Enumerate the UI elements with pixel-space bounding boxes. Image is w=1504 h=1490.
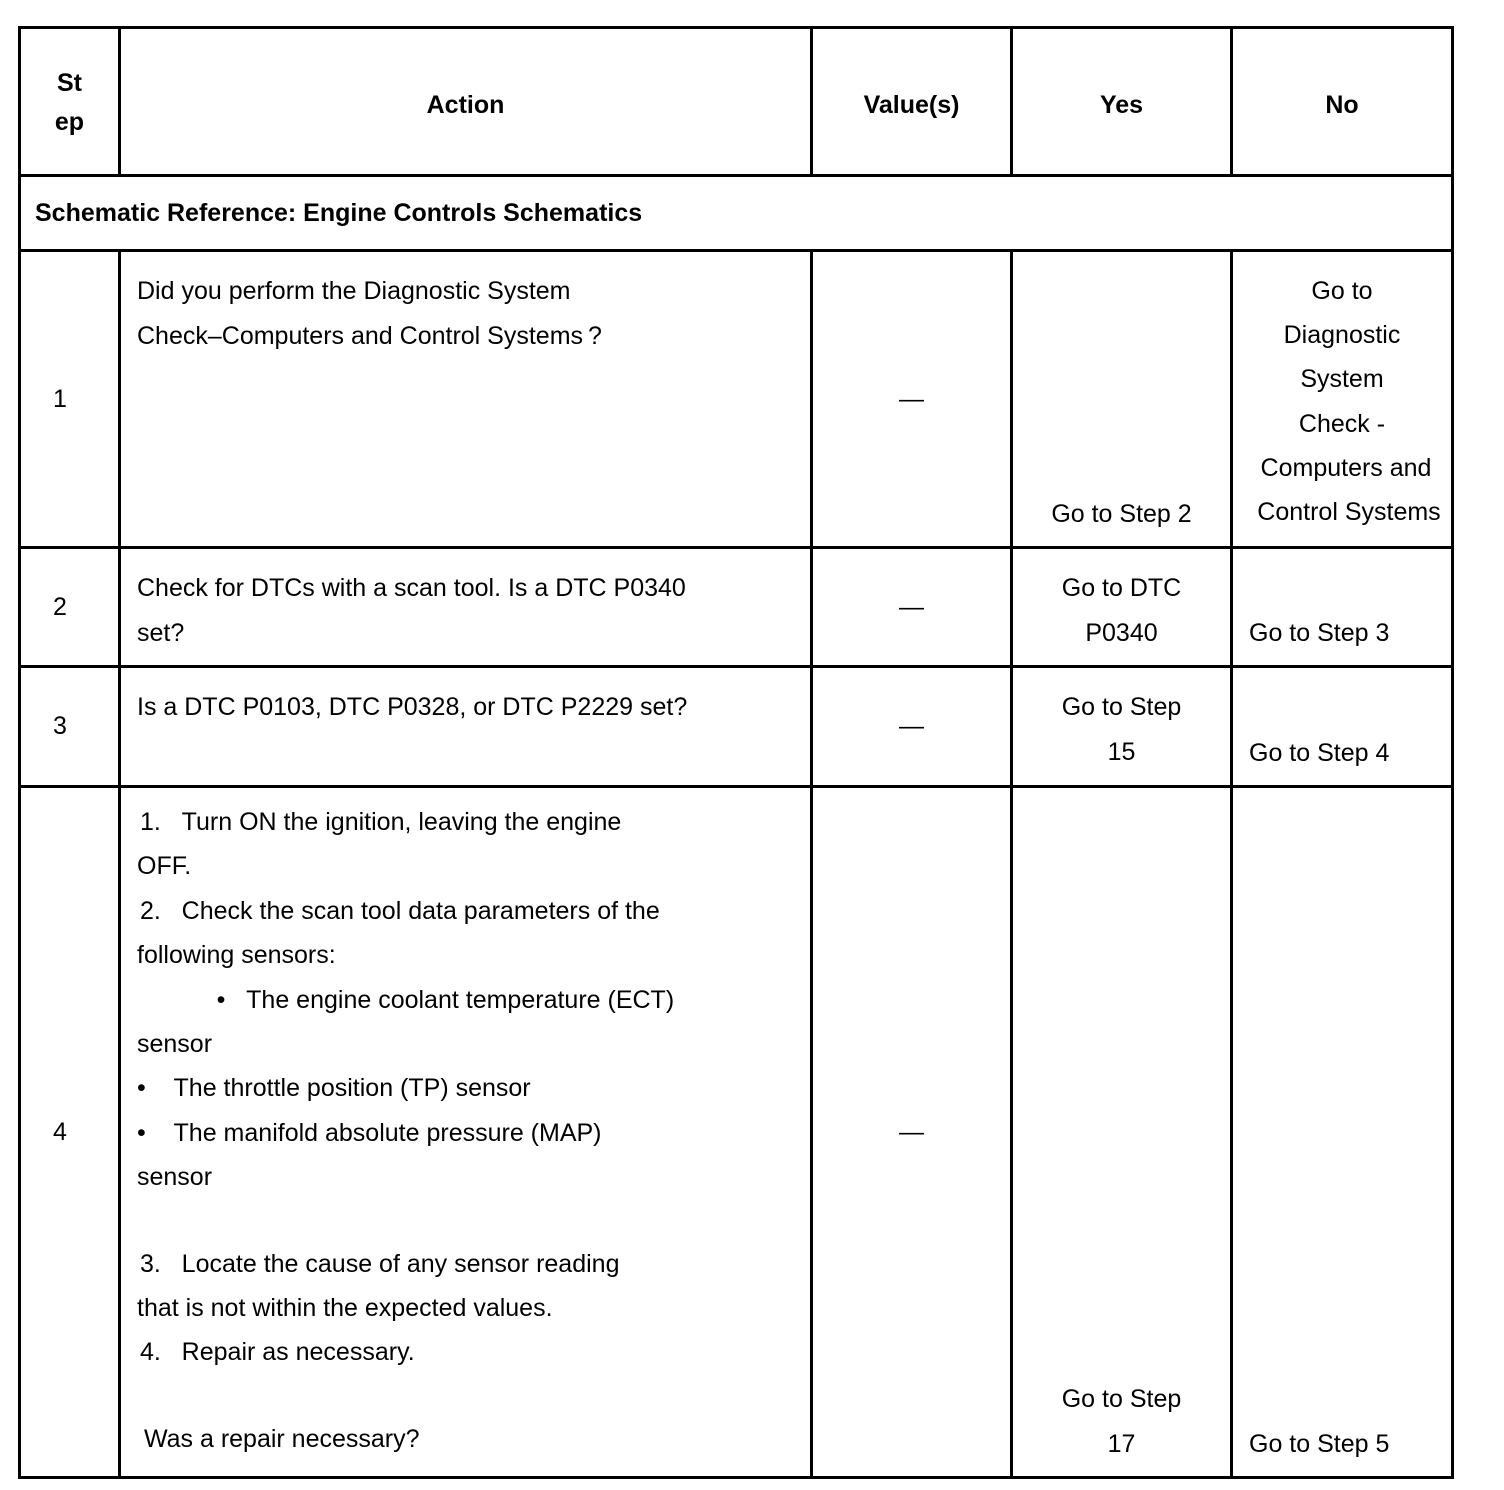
no-line: Diagnostic (1283, 321, 1401, 350)
action-text (121, 668, 813, 785)
yes-line: Go to DTC (1061, 574, 1182, 602)
yes-action (1013, 788, 1233, 1476)
step-number: 1 (21, 252, 121, 546)
step-number: 4 (21, 788, 121, 1476)
table-row-step-3 (21, 668, 1451, 788)
no-line: Go to Step 5 (1249, 1429, 1390, 1458)
no-line: Computers and (1260, 453, 1432, 482)
action-line: 3. Locate the cause of any sensor reading (140, 1249, 620, 1278)
no-action (1233, 549, 1451, 665)
table-row-step-1 (21, 252, 1451, 549)
action-line: • The throttle position (TP) sensor (137, 1074, 531, 1103)
header-action: Action (121, 29, 813, 174)
header-row (21, 29, 1451, 177)
action-line: set? (137, 618, 185, 647)
header-no: No (1325, 91, 1359, 119)
action-line: Check–Computers and Control Systems ? (137, 321, 602, 350)
yes-line: 17 (1107, 1429, 1136, 1458)
action-line: Did you perform the Diagnostic System (137, 277, 571, 305)
value-text: — (813, 549, 1013, 665)
yes-line: 15 (1107, 737, 1136, 766)
action-line: that is not within the expected values. (137, 1294, 553, 1323)
no-line: Go to Step 4 (1249, 738, 1390, 767)
action-text (121, 252, 813, 546)
action-text (121, 549, 813, 665)
yes-action (1013, 252, 1233, 546)
action-text (121, 788, 813, 1476)
diagnostic-table (18, 26, 1454, 1479)
action-line: Was a repair necessary? (137, 1424, 420, 1453)
no-line: Go to (1311, 277, 1373, 305)
value-text: — (813, 668, 1013, 785)
action-line (137, 1200, 796, 1242)
header-step (21, 29, 121, 174)
action-line: Is a DTC P0103, DTC P0328, or DTC P2229 set? (137, 693, 688, 721)
no-line: Go to Step 3 (1249, 618, 1390, 647)
schematic-reference: Schematic Reference: Engine Controls Schematics (35, 198, 643, 227)
yes-line: Go to Step 2 (1051, 499, 1192, 528)
step-number: 3 (21, 668, 121, 785)
value-text: — (813, 252, 1013, 546)
yes-line: Go to Step (1061, 1385, 1182, 1413)
no-action (1233, 668, 1451, 785)
no-action (1233, 252, 1451, 546)
value-text: — (813, 788, 1013, 1476)
no-line: Control Systems (1257, 498, 1441, 527)
yes-action (1013, 668, 1233, 785)
action-line: 1. Turn ON the ignition, leaving the engine (140, 808, 622, 836)
action-line: sensor (137, 1163, 213, 1192)
no-line: System (1300, 365, 1384, 394)
schematic-reference-row (21, 177, 1451, 252)
action-line: • The engine coolant temperature (ECT) (161, 985, 675, 1014)
action-line: 2. Check the scan tool data parameters of the (140, 896, 660, 925)
action-line: 4. Repair as necessary. (140, 1338, 415, 1367)
action-line (137, 1375, 796, 1417)
yes-line: Go to Step (1061, 693, 1182, 721)
header-step-line1: St (57, 68, 82, 97)
no-action (1233, 788, 1451, 1476)
action-line: • The manifold absolute pressure (MAP) (137, 1118, 602, 1147)
action-line: Check for DTCs with a scan tool. Is a DTC P0340 (137, 574, 686, 602)
header-yes: Yes (1013, 29, 1233, 174)
action-line: sensor (137, 1030, 213, 1059)
header-values: Value(s) (813, 29, 1013, 174)
step-number: 2 (21, 549, 121, 665)
table-row-step-2 (21, 549, 1451, 668)
yes-action (1013, 549, 1233, 665)
action-line: OFF. (137, 852, 192, 881)
no-line: Check - (1298, 409, 1386, 438)
action-line: following sensors: (137, 941, 336, 970)
yes-line: P0340 (1085, 618, 1158, 647)
header-step-line2: ep (54, 107, 85, 136)
table-row-step-4 (21, 788, 1451, 1476)
